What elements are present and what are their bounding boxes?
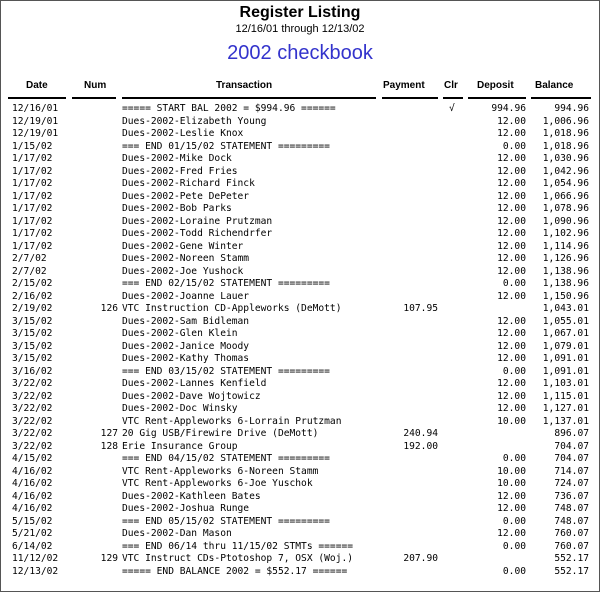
balance-cell: 1,150.96 [542, 290, 589, 302]
table-row [0, 566, 600, 579]
table-row [0, 141, 600, 154]
transaction-cell: Dues-2002-Janice Moody [122, 340, 250, 352]
balance-cell: 1,090.96 [542, 215, 589, 227]
date-cell: 2/15/02 [12, 278, 53, 289]
transaction-cell: Dues-2002-Joshua Runge [122, 503, 250, 514]
balance-cell: 1,066.96 [542, 190, 589, 202]
table-row [0, 328, 600, 341]
table-row [0, 428, 600, 441]
balance-cell: 736.07 [554, 490, 589, 502]
date-cell: 4/16/02 [12, 478, 53, 489]
balance-cell: 704.07 [554, 440, 589, 452]
header-rule [443, 97, 463, 99]
transaction-cell: === END 03/15/02 STATEMENT ========= [122, 365, 330, 377]
table-row [0, 553, 600, 566]
date-cell: 12/19/01 [12, 115, 59, 127]
date-cell: 2/16/02 [12, 290, 53, 302]
date-cell: 3/15/02 [12, 328, 53, 339]
report-date-range: 12/16/01 through 12/13/02 [235, 23, 365, 35]
header-rule [468, 97, 526, 99]
transaction-cell: Dues-2002-Pete DePeter [122, 190, 250, 202]
date-cell: 3/15/02 [12, 340, 53, 352]
balance-cell: 1,091.01 [542, 353, 589, 364]
balance-cell: 1,103.01 [542, 378, 589, 389]
balance-cell: 1,018.96 [542, 128, 589, 139]
table-row [0, 528, 600, 541]
num-cell: 126 [100, 303, 118, 314]
column-header-clr: Clr [444, 80, 458, 91]
transaction-cell: Dues-2002-Dan Mason [122, 528, 232, 539]
balance-cell: 1,127.01 [542, 403, 589, 414]
transaction-cell: VTC Instruct CDs-Ptotoshop 7, OSX (Woj.) [122, 553, 354, 564]
deposit-cell: 12.00 [497, 340, 526, 352]
deposit-cell: 12.00 [497, 215, 526, 227]
balance-cell: 1,054.96 [542, 178, 589, 189]
header-rule [8, 97, 66, 99]
date-cell: 1/17/02 [12, 190, 53, 202]
date-cell: 1/17/02 [12, 153, 53, 164]
date-cell: 3/22/02 [12, 415, 53, 427]
balance-cell: 1,115.01 [542, 390, 589, 402]
transaction-cell: Dues-2002-Noreen Stamm [122, 253, 250, 264]
transaction-cell: ===== END BALANCE 2002 = $552.17 ====== [122, 565, 348, 577]
transaction-cell: Dues-2002-Bob Parks [122, 203, 232, 214]
header-rule [531, 97, 591, 99]
deposit-cell: 12.00 [497, 290, 526, 302]
payment-cell: 192.00 [403, 440, 438, 452]
date-cell: 3/22/02 [12, 390, 53, 402]
deposit-cell: 10.00 [497, 478, 526, 489]
date-cell: 4/16/02 [12, 465, 53, 477]
transaction-cell: Dues-2002-Mike Dock [122, 153, 232, 164]
date-cell: 1/17/02 [12, 240, 53, 252]
column-header-date: Date [26, 80, 48, 91]
deposit-cell: 0.00 [502, 278, 526, 289]
table-row [0, 541, 600, 554]
deposit-cell: 12.00 [497, 128, 526, 139]
date-cell: 1/17/02 [12, 215, 53, 227]
date-cell: 2/19/02 [12, 303, 53, 314]
transaction-cell: VTC Rent-Appleworks 6-Noreen Stamm [122, 465, 319, 477]
table-row [0, 491, 600, 504]
deposit-cell: 12.00 [497, 240, 526, 252]
payment-cell: 240.94 [403, 428, 438, 439]
table-row [0, 178, 600, 191]
table-row [0, 466, 600, 479]
table-row [0, 266, 600, 279]
table-row [0, 291, 600, 304]
balance-cell: 1,126.96 [542, 253, 589, 264]
date-cell: 12/16/01 [12, 103, 59, 114]
date-cell: 3/22/02 [12, 428, 53, 439]
deposit-cell: 12.00 [497, 328, 526, 339]
balance-cell: 1,091.01 [542, 365, 589, 377]
date-cell: 3/22/02 [12, 440, 53, 452]
date-cell: 6/14/02 [12, 540, 53, 552]
date-cell: 1/17/02 [12, 203, 53, 214]
deposit-cell: 12.00 [497, 153, 526, 164]
num-cell: 128 [100, 440, 118, 452]
deposit-cell: 994.96 [491, 103, 526, 114]
table-row [0, 403, 600, 416]
column-header-deposit: Deposit [477, 80, 514, 91]
deposit-cell: 10.00 [497, 415, 526, 427]
column-header-transaction: Transaction [216, 80, 273, 91]
deposit-cell: 12.00 [497, 353, 526, 364]
transaction-cell: Dues-2002-Glen Klein [122, 328, 238, 339]
date-cell: 2/7/02 [12, 265, 47, 277]
table-row [0, 153, 600, 166]
deposit-cell: 12.00 [497, 265, 526, 277]
balance-cell: 1,018.96 [542, 140, 589, 152]
table-row [0, 341, 600, 354]
deposit-cell: 12.00 [497, 403, 526, 414]
table-row [0, 116, 600, 129]
date-cell: 1/17/02 [12, 178, 53, 189]
balance-cell: 1,043.01 [542, 303, 589, 314]
transaction-cell: Erie Insurance Group [122, 440, 238, 452]
header-rule [72, 97, 116, 99]
balance-cell: 1,067.01 [542, 328, 589, 339]
table-row [0, 166, 600, 179]
transaction-cell: VTC Rent-Appleworks 6-Lorrain Prutzman [122, 415, 342, 427]
deposit-cell: 12.00 [497, 315, 526, 327]
transaction-cell: Dues-2002-Leslie Knox [122, 128, 244, 139]
balance-cell: 1,042.96 [542, 165, 589, 177]
transaction-cell: Dues-2002-Loraine Prutzman [122, 215, 273, 227]
deposit-cell: 0.00 [502, 140, 526, 152]
table-row [0, 303, 600, 316]
transaction-cell: === END 06/14 thru 11/15/02 STMTs ====== [122, 540, 354, 552]
table-row [0, 391, 600, 404]
balance-cell: 760.07 [554, 528, 589, 539]
num-cell: 129 [100, 553, 118, 564]
transaction-cell: 20 Gig USB/Firewire Drive (DeMott) [122, 428, 319, 439]
date-cell: 4/16/02 [12, 490, 53, 502]
balance-cell: 552.17 [554, 553, 589, 564]
balance-cell: 714.07 [554, 465, 589, 477]
deposit-cell: 12.00 [497, 378, 526, 389]
balance-cell: 724.07 [554, 478, 589, 489]
transaction-cell: Dues-2002-Fred Fries [122, 165, 238, 177]
transaction-cell: Dues-2002-Richard Finck [122, 178, 255, 189]
deposit-cell: 12.00 [497, 490, 526, 502]
transaction-cell: Dues-2002-Lannes Kenfield [122, 378, 267, 389]
transaction-cell: Dues-2002-Kathy Thomas [122, 353, 250, 364]
balance-cell: 1,030.96 [542, 153, 589, 164]
balance-cell: 760.07 [554, 540, 589, 552]
payment-cell: 207.90 [403, 553, 438, 564]
deposit-cell: 12.00 [497, 178, 526, 189]
table-row [0, 453, 600, 466]
transaction-cell: Dues-2002-Sam Bidleman [122, 315, 250, 327]
balance-cell: 1,138.96 [542, 265, 589, 277]
column-header-balance: Balance [535, 80, 574, 91]
deposit-cell: 12.00 [497, 165, 526, 177]
table-row [0, 478, 600, 491]
deposit-cell: 12.00 [497, 253, 526, 264]
deposit-cell: 12.00 [497, 528, 526, 539]
num-cell: 127 [100, 428, 118, 439]
report-title: Register Listing [239, 4, 361, 21]
table-row [0, 278, 600, 291]
date-cell: 3/22/02 [12, 378, 53, 389]
table-row [0, 516, 600, 529]
table-row [0, 441, 600, 454]
deposit-cell: 0.00 [502, 515, 526, 527]
header-rule [382, 97, 438, 99]
transaction-cell: === END 05/15/02 STATEMENT ========= [122, 515, 330, 527]
date-cell: 1/17/02 [12, 228, 53, 239]
table-row [0, 216, 600, 229]
deposit-cell: 12.00 [497, 203, 526, 214]
transaction-cell: Dues-2002-Gene Winter [122, 240, 244, 252]
transaction-cell: Dues-2002-Doc Winsky [122, 403, 238, 414]
payment-cell: 107.95 [403, 303, 438, 314]
balance-cell: 1,078.96 [542, 203, 589, 214]
date-cell: 11/12/02 [12, 553, 59, 564]
balance-cell: 896.07 [554, 428, 589, 439]
date-cell: 1/17/02 [12, 165, 53, 177]
cleared-mark: √ [449, 103, 455, 114]
table-row [0, 378, 600, 391]
header-rule [122, 97, 376, 99]
table-row [0, 228, 600, 241]
deposit-cell: 12.00 [497, 390, 526, 402]
balance-cell: 1,055.01 [542, 315, 589, 327]
date-cell: 2/7/02 [12, 253, 47, 264]
register-table [0, 103, 600, 578]
date-cell: 1/15/02 [12, 140, 53, 152]
balance-cell: 704.07 [554, 453, 589, 464]
transaction-cell: Dues-2002-Dave Wojtowicz [122, 390, 261, 402]
balance-cell: 748.07 [554, 515, 589, 527]
deposit-cell: 12.00 [497, 190, 526, 202]
balance-cell: 1,079.01 [542, 340, 589, 352]
deposit-cell: 0.00 [502, 453, 526, 464]
balance-cell: 1,006.96 [542, 115, 589, 127]
table-row [0, 241, 600, 254]
transaction-cell: Dues-2002-Joanne Lauer [122, 290, 250, 302]
table-row [0, 316, 600, 329]
transaction-cell: Dues-2002-Todd Richendrfer [122, 228, 273, 239]
date-cell: 5/21/02 [12, 528, 53, 539]
date-cell: 3/22/02 [12, 403, 53, 414]
table-row [0, 353, 600, 366]
transaction-cell: === END 04/15/02 STATEMENT ========= [122, 453, 330, 464]
deposit-cell: 12.00 [497, 503, 526, 514]
date-cell: 12/13/02 [12, 565, 59, 577]
date-cell: 4/15/02 [12, 453, 53, 464]
deposit-cell: 10.00 [497, 465, 526, 477]
deposit-cell: 12.00 [497, 115, 526, 127]
transaction-cell: ===== START BAL 2002 = $994.96 ====== [122, 103, 336, 114]
transaction-cell: VTC Rent-Appleworks 6-Joe Yuschok [122, 478, 313, 489]
table-row [0, 203, 600, 216]
table-row [0, 416, 600, 429]
table-row [0, 253, 600, 266]
balance-cell: 552.17 [554, 565, 589, 577]
report-subtitle: 2002 checkbook [227, 42, 373, 64]
table-row [0, 191, 600, 204]
balance-cell: 1,138.96 [542, 278, 589, 289]
date-cell: 3/16/02 [12, 365, 53, 377]
deposit-cell: 12.00 [497, 228, 526, 239]
deposit-cell: 0.00 [502, 540, 526, 552]
balance-cell: 994.96 [554, 103, 589, 114]
transaction-cell: Dues-2002-Joe Yushock [122, 265, 244, 277]
date-cell: 3/15/02 [12, 353, 53, 364]
table-row [0, 503, 600, 516]
balance-cell: 1,114.96 [542, 240, 589, 252]
transaction-cell: Dues-2002-Elizabeth Young [122, 115, 267, 127]
transaction-cell: === END 02/15/02 STATEMENT ========= [122, 278, 330, 289]
table-row [0, 366, 600, 379]
table-row [0, 128, 600, 141]
transaction-cell: === END 01/15/02 STATEMENT ========= [122, 140, 330, 152]
column-header-num: Num [84, 80, 107, 91]
date-cell: 3/15/02 [12, 315, 53, 327]
balance-cell: 1,102.96 [542, 228, 589, 239]
table-row [0, 103, 600, 116]
transaction-cell: VTC Instruction CD-Appleworks (DeMott) [122, 303, 342, 314]
deposit-cell: 0.00 [502, 365, 526, 377]
column-header-payment: Payment [383, 80, 425, 91]
date-cell: 12/19/01 [12, 128, 59, 139]
date-cell: 5/15/02 [12, 515, 53, 527]
balance-cell: 1,137.01 [542, 415, 589, 427]
date-cell: 4/16/02 [12, 503, 53, 514]
balance-cell: 748.07 [554, 503, 589, 514]
transaction-cell: Dues-2002-Kathleen Bates [122, 490, 261, 502]
deposit-cell: 0.00 [502, 565, 526, 577]
